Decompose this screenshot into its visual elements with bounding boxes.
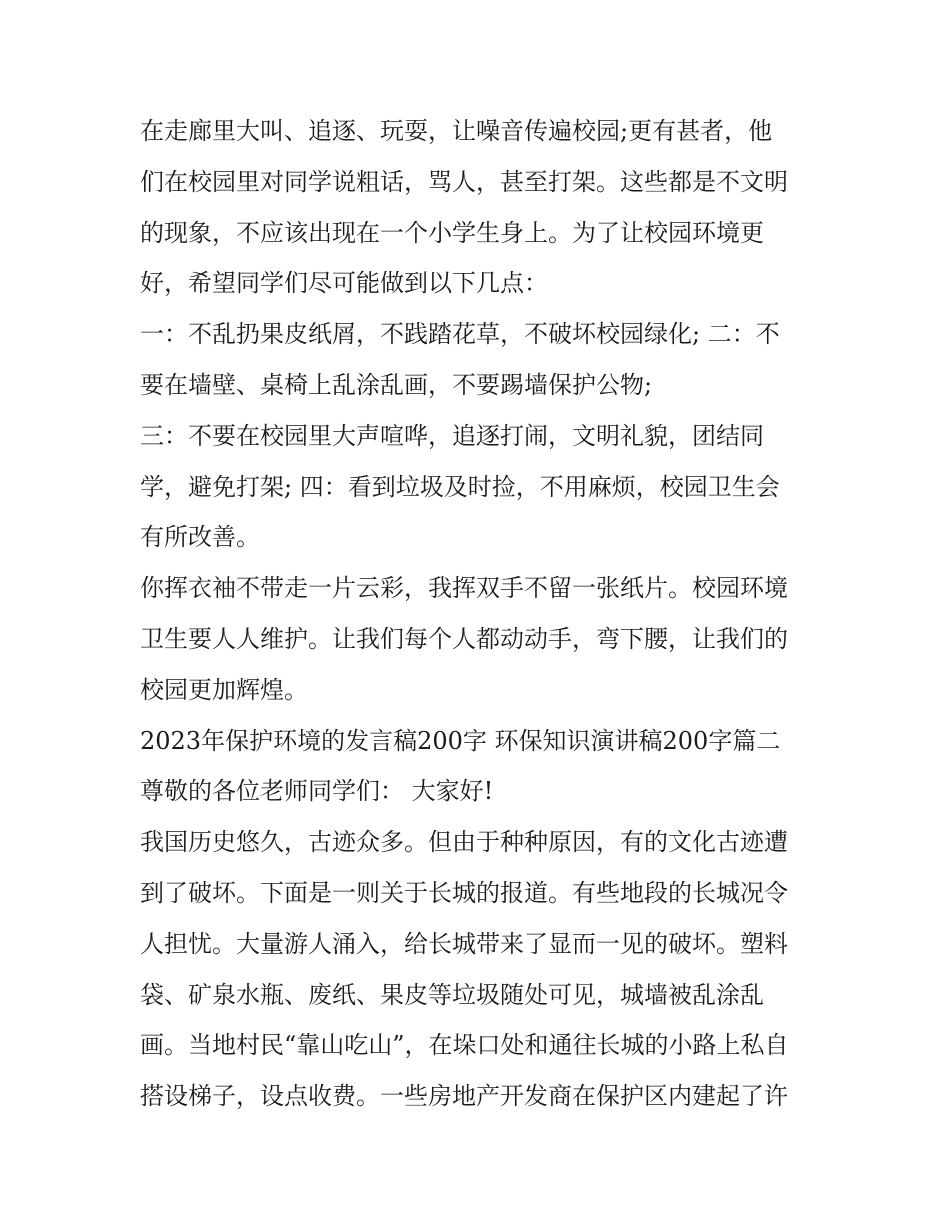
salutation-line: 尊敬的各位老师同学们： 大家好!	[140, 777, 494, 806]
text-line: 校园更加辉煌。	[140, 675, 308, 704]
text-line: 画。当地村民“靠山吃山”，在垛口处和通往长城的小路上私自	[140, 1031, 789, 1060]
text-line: 卫生要人人维护。让我们每个人都动动手，弯下腰，让我们的	[140, 624, 788, 653]
document-body-text	[140, 106, 830, 1122]
text-line: 的现象，不应该出现在一个小学生身上。为了让校园环境更	[140, 218, 764, 247]
text-line: 一：不乱扔果皮纸屑，不践踏花草，不破坏校园绿化; 二：不	[140, 320, 780, 349]
text-line: 你挥衣袖不带走一片云彩，我挥双手不留一张纸片。校园环境	[140, 574, 788, 603]
text-line: 三：不要在校园里大声喧哗，追逐打闹，文明礼貌，团结同	[140, 421, 764, 450]
text-line: 们在校园里对同学说粗话，骂人，甚至打架。这些都是不文明	[140, 167, 788, 196]
text-line: 好，希望同学们尽可能做到以下几点：	[140, 269, 548, 298]
text-line: 在走廊里大叫、追逐、玩耍，让噪音传遍校园;更有甚者，他	[140, 117, 773, 145]
section-heading: 2023年保护环境的发言稿200字 环保知识演讲稿200字篇二	[140, 726, 781, 755]
text-line: 我国历史悠久，古迹众多。但由于种种原因，有的文化古迹遭	[140, 828, 788, 857]
text-line: 人担忧。大量游人涌入，给长城带来了显而一见的破坏。塑料	[140, 929, 788, 958]
text-line: 搭设梯子，设点收费。一些房地产开发商在保护区内建起了许	[140, 1082, 788, 1111]
text-line: 袋、矿泉水瓶、废纸、果皮等垃圾随处可见，城墙被乱涂乱	[140, 980, 764, 1009]
text-line: 要在墙壁、桌椅上乱涂乱画，不要踢墙保护公物;	[140, 370, 653, 399]
text-line: 到了破坏。下面是一则关于长城的报道。有些地段的长城况令	[140, 878, 788, 907]
text-line: 学，避免打架; 四：看到垃圾及时捡，不用麻烦，校园卫生会	[140, 472, 780, 501]
text-line: 有所改善。	[140, 523, 260, 552]
